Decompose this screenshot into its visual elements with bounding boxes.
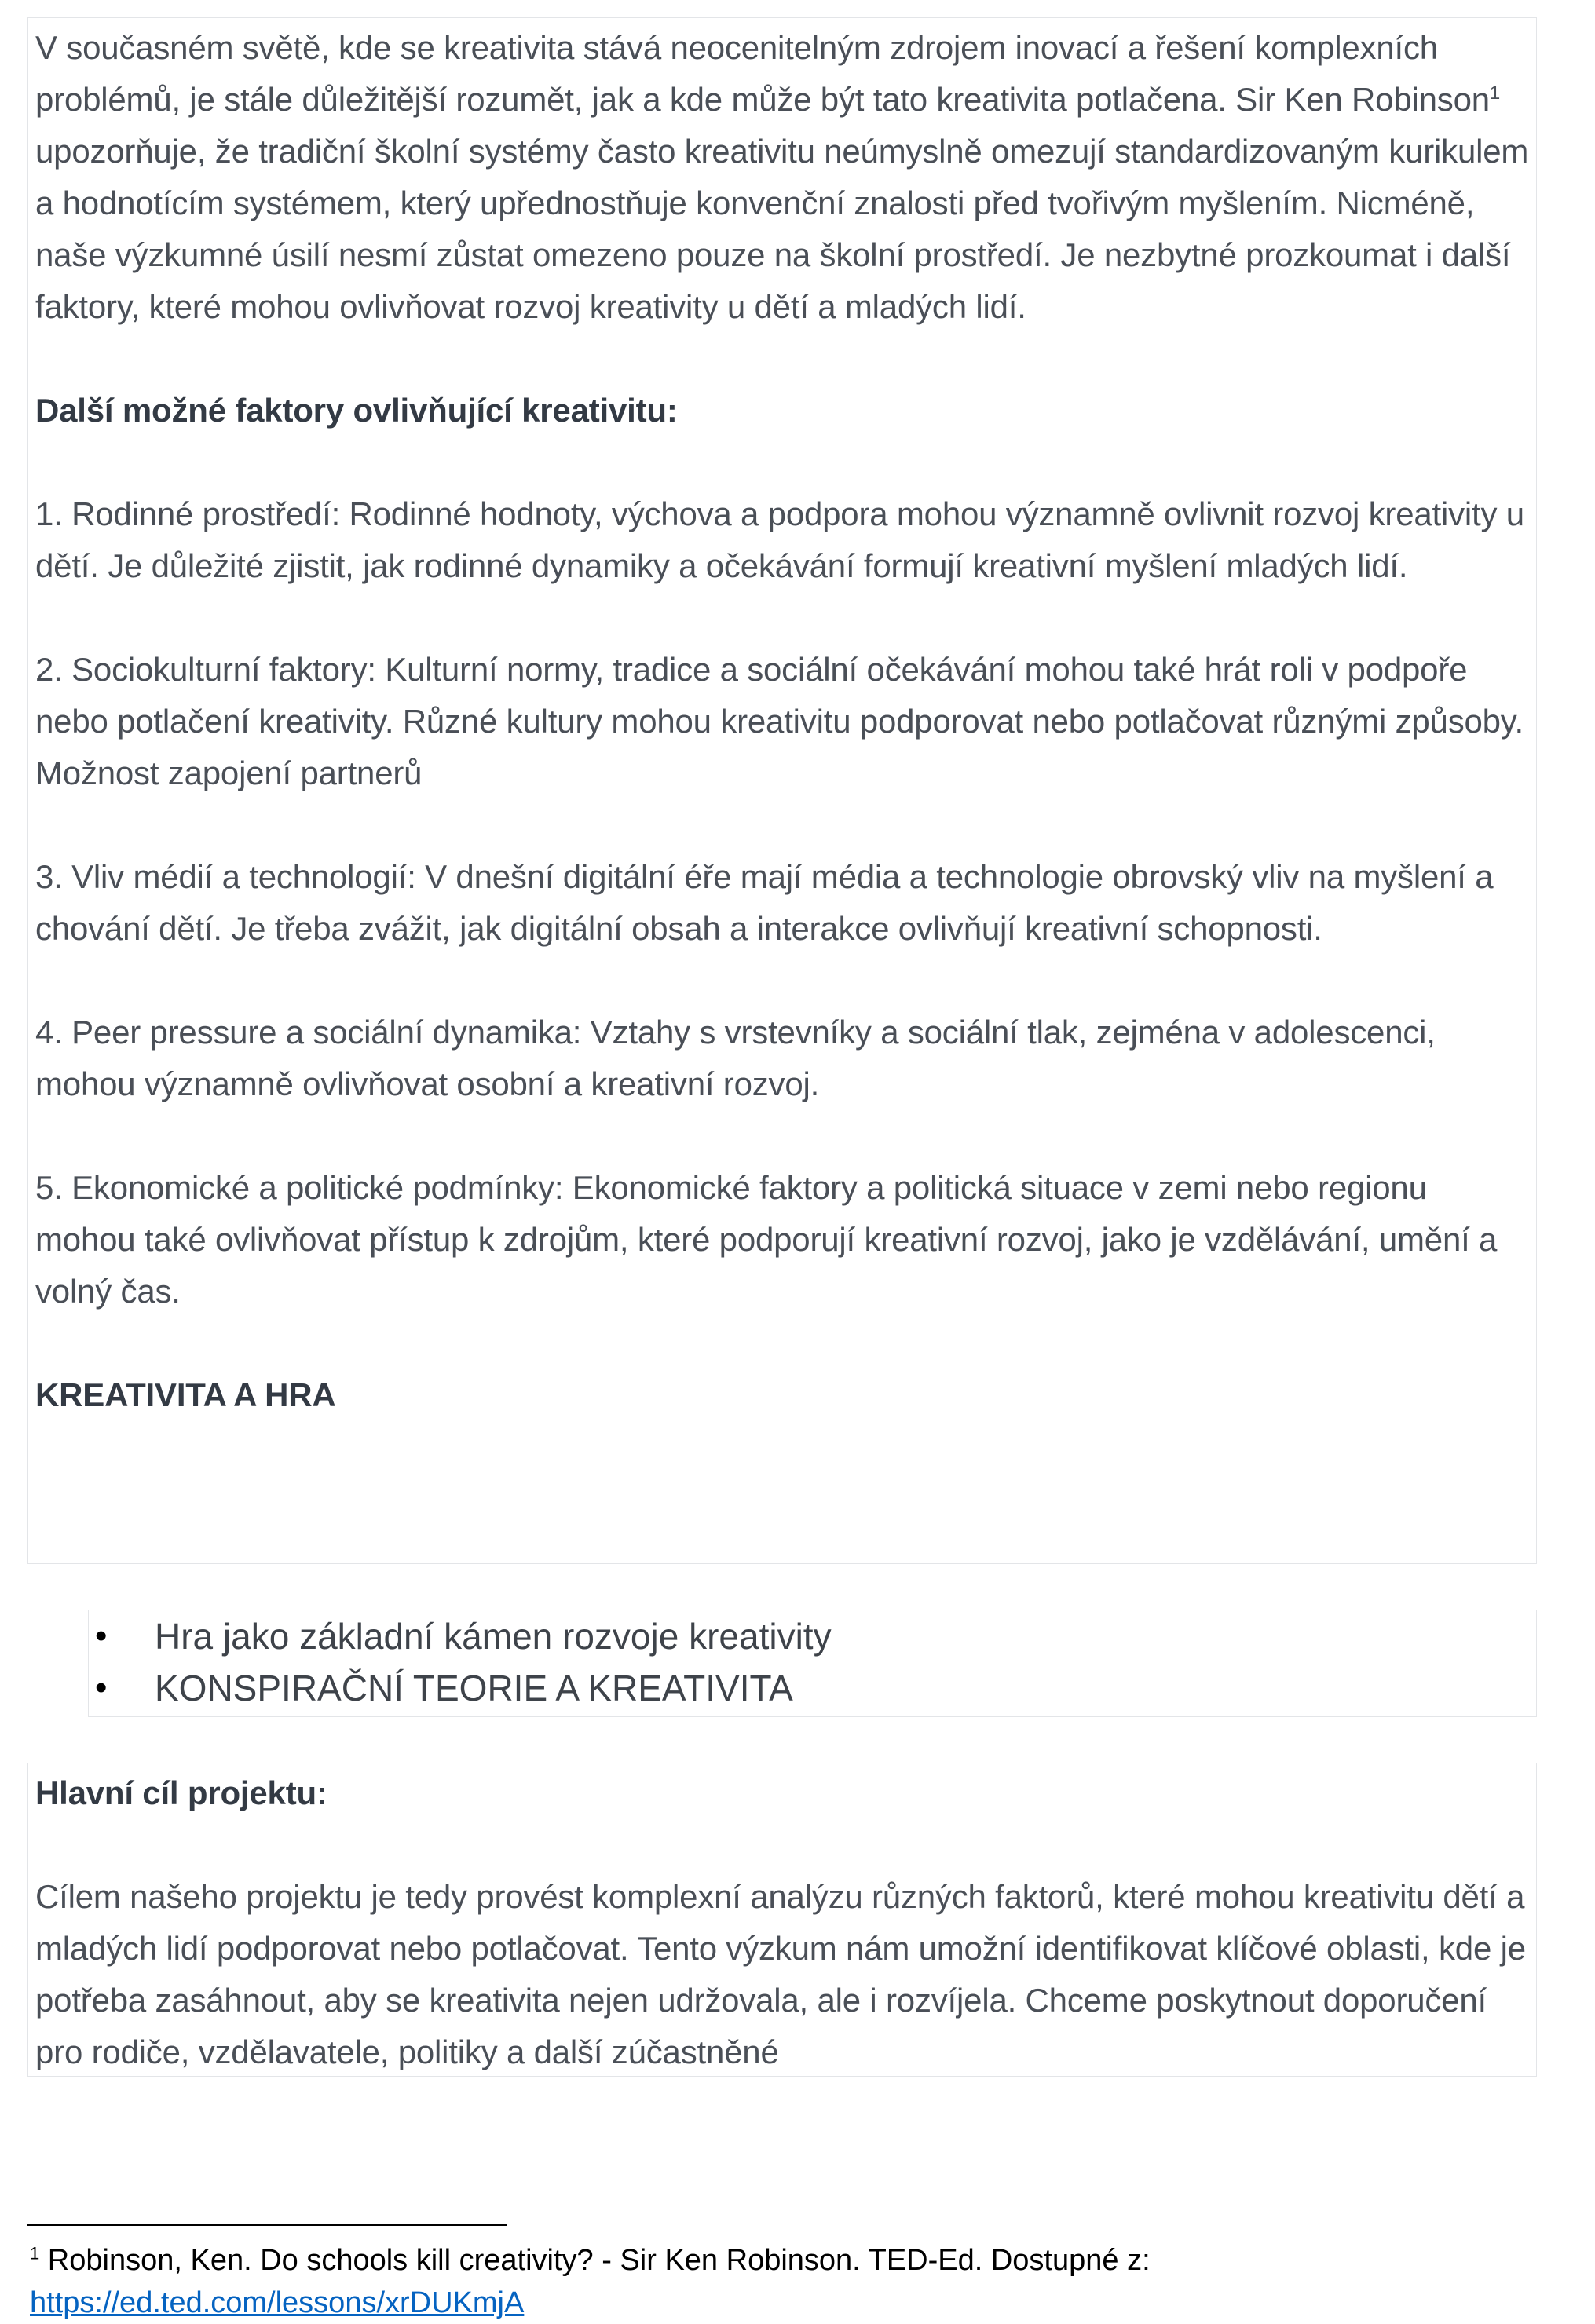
intro-text-part2: upozorňuje, že tradiční školní systémy často kreativitu neúmyslně omezují standardizovaným kurikulem a hodnotícím systémem, který upřednostňuje konvenční znalosti před tvořivým myšlením. Nicméně, naše výzkumné úsilí nesmí zůstat omezeno pouze na školní prostředí. Je nezbytné prozkoumat i další faktory, které mohou ovlivňovat rozvoj kreativity u dětí a mladých lidí. [35,133,1529,325]
factor-item: 5. Ekonomické a politické podmínky: Ekonomické faktory a politická situace v zemi nebo regionu mohou také ovlivňovat přístup k zdrojům, které podporují kreativní rozvoj, jako je vzdělávání, umění a volný čas. [35,1169,1498,1310]
main-text [35,22,1530,1421]
footnote [30,2239,1522,2324]
list-item-text: Hra jako základní kámen rozvoje kreativity [155,1616,832,1657]
factor-item: 1. Rodinné prostředí: Rodinné hodnoty, výchova a podpora mohou významně ovlivnit rozvoj kreativity u dětí. Je důležité zjistit, jak rodinné dynamiky a očekávání formují kreativní myšlení mladých lidí. [35,495,1524,584]
factor-item: 2. Sociokulturní faktory: Kulturní normy, tradice a sociální očekávání mohou také hrát roli v podpoře nebo potlačení kreativity. Různé kultury mohou kreativitu podporovat nebo potlačovat různými způsoby. Možnost zapojení partnerů [35,651,1524,791]
factor-item: 4. Peer pressure a sociální dynamika: Vztahy s vrstevníky a sociální tlak, zejména v adolescenci, mohou významně ovlivňovat osobní a kreativní rozvoj. [35,1014,1436,1102]
bullet-icon: • [95,1617,108,1655]
list-item-text: KONSPIRAČNÍ TEORIE A KREATIVITA [155,1668,793,1708]
factor-item: 3. Vliv médií a technologií: V dnešní digitální éře mají média a technologie obrovský vliv na myšlení a chování dětí. Je třeba zvážit, jak digitální obsah a interakce ovlivňují kreativní schopnosti. [35,858,1494,947]
bullet-icon: • [95,1668,108,1707]
footnote-link[interactable]: https://ed.ted.com/lessons/xrDUKmjA [30,2286,525,2319]
goal-text [35,1767,1530,2077]
intro-text-part1: V současném světě, kde se kreativita stává neocenitelným zdrojem inovací a řešení komplexních problémů, je stále důležitější rozumět, jak a kde může být tato kreativita potlačena. Sir Ken Robinson [35,29,1490,118]
bullet-list-block [88,1610,1537,1717]
list-item [89,1610,1536,1662]
list-item [89,1662,1536,1714]
footnote-number: 1 [30,2243,40,2264]
goal-text-block [27,1763,1537,2077]
goal-paragraph: Cílem našeho projektu je tedy provést komplexní analýzu různých faktorů, které mohou kreativitu dětí a mladých lidí podporovat nebo potlačovat. Tento výzkum nám umožní identifikovat klíčové oblasti, kde je potřeba zasáhnout, aby se kreativita nejen udržovala, ale i rozvíjela. Chceme poskytnout doporučení pro rodiče, vzdělavatele, politiky a další zúčastněné [35,1878,1526,2070]
bullet-list [89,1610,1536,1714]
footnote-text: Robinson, Ken. Do schools kill creativity? - Sir Ken Robinson. TED-Ed. Dostupné z: [39,2244,1151,2277]
footnote-reference[interactable]: 1 [1489,82,1501,104]
factors-heading: Další možné faktory ovlivňující kreativitu: [35,392,678,429]
play-heading: KREATIVITA A HRA [35,1376,336,1413]
main-text-block [27,17,1537,1564]
footnote-separator [27,2224,507,2226]
intro-paragraph [35,22,1530,333]
goal-heading: Hlavní cíl projektu: [35,1774,327,1811]
